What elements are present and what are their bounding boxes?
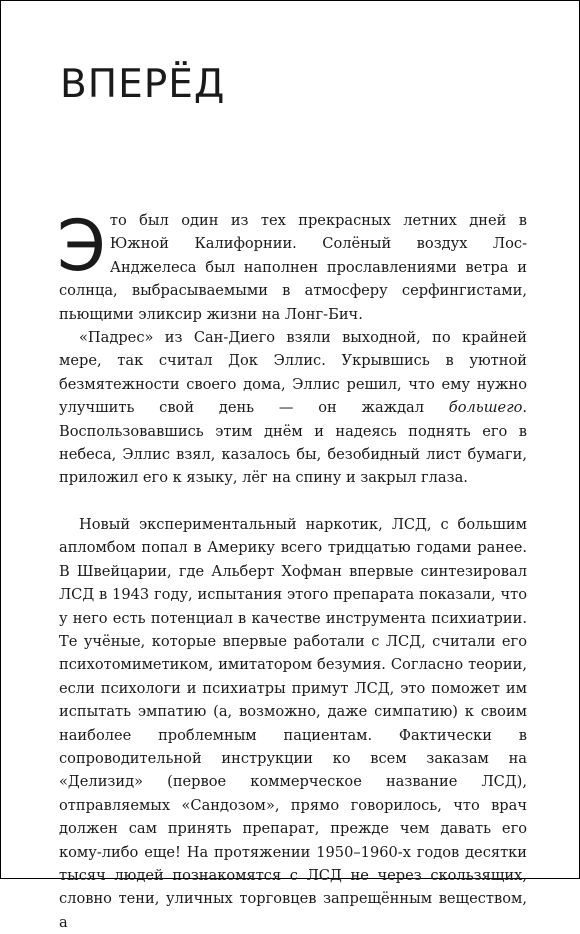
chapter-body [57, 205, 527, 934]
chapter-title: ВПЕРЁД [60, 62, 226, 107]
paragraph-3-text: Новый экспериментальный наркотик, ЛСД, с большим апломбом попал в Америку всего тридцатью годами ранее. В Швейцарии, где Альберт Хофман впервые синтезировал ЛСД в 1943 году, испытания этого препарата показали, что у него есть потенциал в качестве инструмента психиатрии. Те учёные, которые впервые работали с ЛСД, считали его психотомиметиком, имитатором безумия. Согласно теории, если психологи и психиатры примут ЛСД, это поможет им испытать эмпатию (а, возможно, даже симпатию) к своим наиболее проблемным пациентам. Фактически в сопроводительной инструкции ко всем заказам на «Делизид» (первое коммерческое название ЛСД), отправляемых «Сандозом», прямо говорилось, что врач должен сам принять препарат, прежде чем давать его кому-либо еще! На протяжении 1950–1960-х годов десятки тысяч людей познакомятся с ЛСД не через скользящих, словно тени, уличных торговцев запрещённым веществом, а [59, 515, 527, 931]
drop-cap: Э [57, 205, 106, 287]
paragraph-2-text-a: «Падрес» из Сан-Диего взяли выходной, по крайней мере, так считал Док Эллис. Укрывшись в уютной безмятежности своего дома, Эллис решил, что ему нужно улучшить свой день — он жаждал [59, 329, 527, 417]
paragraph-2 [59, 326, 527, 490]
paragraph-1-text: то был один из тех прекрасных летних дней в Южной Калифорнии. Солёный воздух Лос-Анджелеса был наполнен прославлениями ветра и солнца, выбрасываемыми в атмосферу серфингистами, пьющими эликсир жизни на Лонг-Бич. [59, 212, 527, 323]
paragraph-3 [59, 513, 527, 934]
paragraph-2-emphasis: большего [448, 399, 523, 417]
paragraph-1 [57, 205, 527, 326]
paragraph-2-text-b: . Воспользовавшись этим днём и надеясь поднять его в небеса, Эллис взял, казалось бы, безобидный лист бумаги, приложил его к языку, лёг на спину и закрыл глаза. [59, 399, 527, 487]
